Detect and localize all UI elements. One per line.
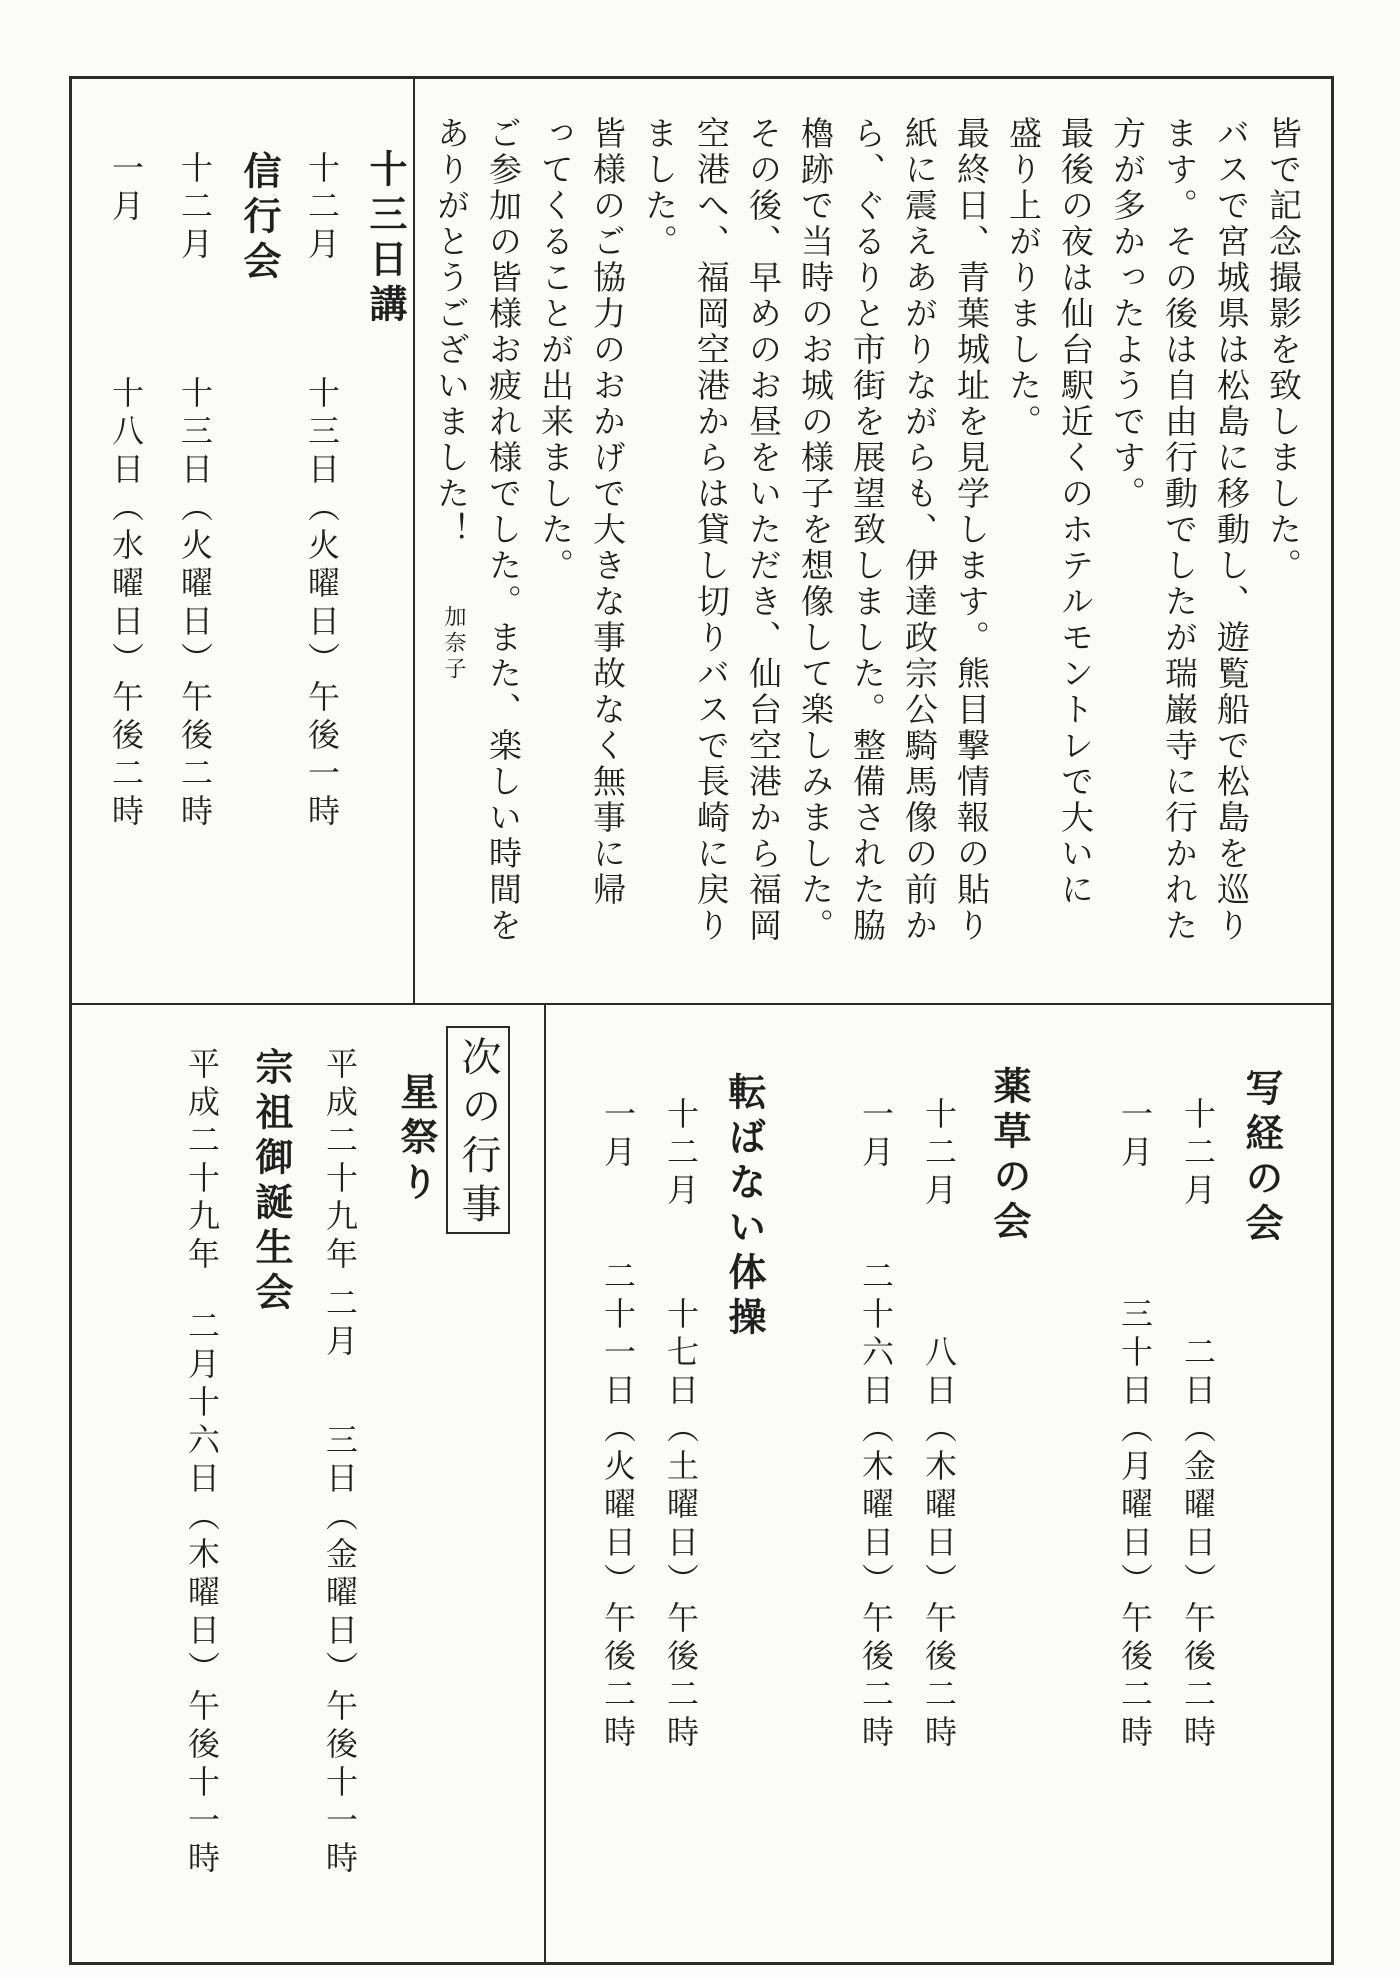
schedule-detail: 二十一日（火曜日）午後二時 bbox=[599, 1259, 637, 1753]
schedule-detail: 二日（金曜日）午後二時 bbox=[1179, 1335, 1217, 1753]
report-line: ご参加の皆様お疲れ様でした。また、楽しい時間を bbox=[484, 116, 523, 944]
schedule-month: 一月 bbox=[107, 151, 145, 227]
schedule-month: 十二月 bbox=[662, 1097, 700, 1211]
bottom-vertical-divider bbox=[544, 1004, 546, 1965]
report-line: 紙に震えあがりながらも、伊達政宗公騎馬像の前か bbox=[900, 116, 939, 944]
report-line: 最終日、青葉城址を見学します。熊目撃情報の貼り bbox=[952, 116, 991, 944]
report-line: ました。 bbox=[640, 116, 679, 260]
report-line: 皆で記念撮影を致しました。 bbox=[1264, 116, 1303, 584]
schedule-month: 一月 bbox=[857, 1097, 895, 1173]
report-line: ら、ぐるりと市街を展望致しました。整備された脇 bbox=[848, 116, 887, 944]
event-year: 平成二十九年 bbox=[183, 1047, 221, 1275]
event-title: 宗祖御誕生会 bbox=[249, 1047, 294, 1317]
report-line: ありがとうございました！ bbox=[432, 116, 471, 548]
schedule-month: 一月 bbox=[599, 1097, 637, 1173]
schedule-detail: 十三日（火曜日）午後二時 bbox=[176, 376, 214, 832]
schedule-month: 一月 bbox=[1116, 1097, 1154, 1173]
activity-title: 転ばない体操 bbox=[722, 1072, 767, 1342]
event-title: 星祭り bbox=[394, 1072, 439, 1207]
activity-title: 薬草の会 bbox=[987, 1066, 1032, 1246]
report-line: 方が多かったようです。 bbox=[1108, 116, 1147, 512]
report-line: 盛り上がりました。 bbox=[1004, 116, 1043, 440]
report-line: ってくることが出来ました。 bbox=[536, 116, 575, 584]
event-year: 平成二十九年 bbox=[321, 1047, 359, 1275]
schedule-month: 十二月 bbox=[176, 151, 214, 265]
service-title: 十三日講 bbox=[363, 149, 408, 329]
schedule-month: 十二月 bbox=[920, 1097, 958, 1211]
schedule-month: 十二月 bbox=[1179, 1097, 1217, 1211]
service-title: 信行会 bbox=[237, 151, 282, 286]
horizontal-divider bbox=[69, 1003, 1334, 1005]
author-signature: 加奈子 bbox=[441, 605, 466, 683]
event-detail: 二月十六日（木曜日）午後十一時 bbox=[183, 1309, 221, 1879]
upcoming-events-title: 次の行事 bbox=[446, 1026, 510, 1234]
schedule-detail: 八日（木曜日）午後二時 bbox=[920, 1335, 958, 1753]
schedule-detail: 十八日（水曜日）午後二時 bbox=[107, 376, 145, 832]
report-line: 空港へ、福岡空港からは貸し切りバスで長崎に戻り bbox=[692, 116, 731, 944]
schedule-detail: 十三日（火曜日）午後一時 bbox=[303, 376, 341, 832]
schedule-detail: 十七日（土曜日）午後二時 bbox=[662, 1297, 700, 1753]
report-line: ます。その後は自由行動でしたが瑞巌寺に行かれた bbox=[1160, 116, 1199, 944]
report-line: 皆様のご協力のおかげで大きな事故なく無事に帰 bbox=[588, 116, 627, 908]
report-line: 最後の夜は仙台駅近くのホテルモントレで大いに bbox=[1056, 116, 1095, 908]
event-detail: 三日（金曜日）午後十一時 bbox=[321, 1423, 359, 1879]
report-line: 櫓跡で当時のお城の様子を想像して楽しみました。 bbox=[796, 116, 835, 944]
report-line: その後、早めのお昼をいただき、仙台空港から福岡 bbox=[744, 116, 783, 944]
top-vertical-divider bbox=[413, 76, 415, 1004]
report-line: バスで宮城県は松島に移動し、遊覧船で松島を巡り bbox=[1212, 116, 1251, 944]
event-month: 二月 bbox=[321, 1286, 359, 1362]
schedule-detail: 二十六日（木曜日）午後二時 bbox=[857, 1259, 895, 1753]
schedule-detail: 三十日（月曜日）午後二時 bbox=[1116, 1297, 1154, 1753]
schedule-month: 十二月 bbox=[303, 151, 341, 265]
activity-title: 写経の会 bbox=[1239, 1068, 1284, 1248]
